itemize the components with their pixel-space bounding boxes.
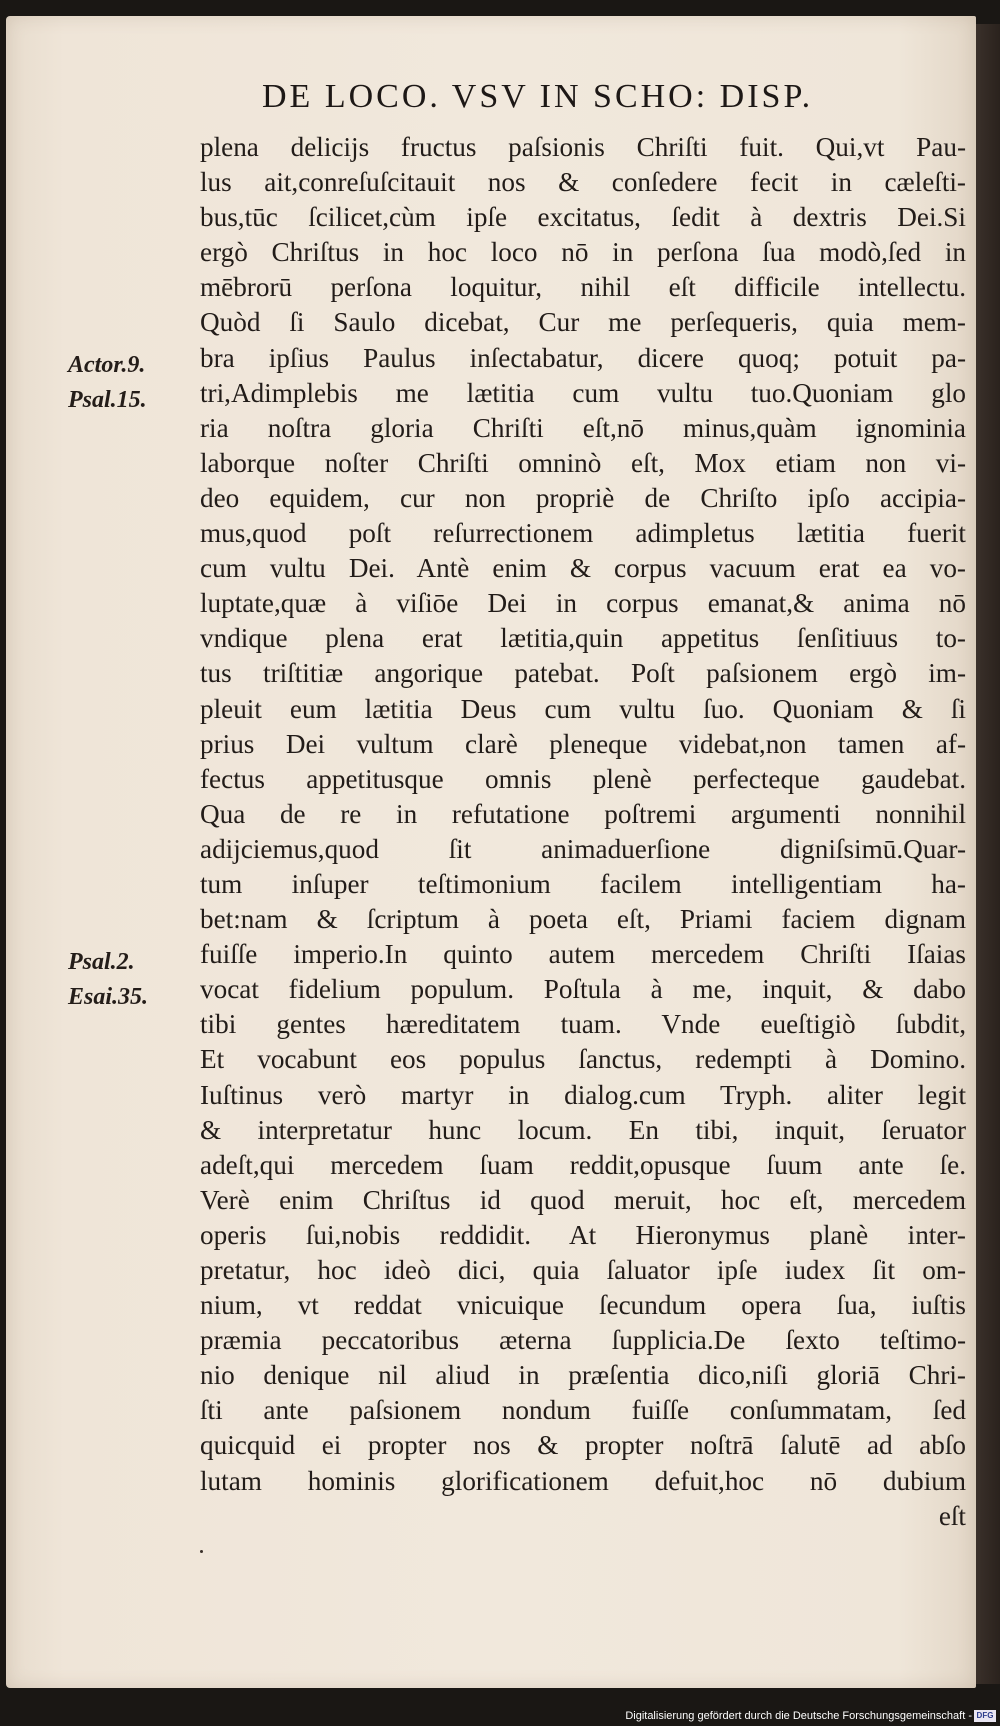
text-line: bet:nam & ſcriptum à poeta eſt, Priami faciem dignam xyxy=(200,904,966,935)
page-edge-shadow xyxy=(976,24,1000,1684)
text-line: tri,Adimplebis me lætitia cum vultu tuo.Quoniam glo xyxy=(200,377,966,408)
margin-note-psal-15: Psal.15. xyxy=(68,387,147,413)
text-line: ergò Chriſtus in hoc loco nō in perſona ſua modò,ſed in xyxy=(200,237,966,268)
text-line: præmia peccatoribus æterna ſupplicia.De ſexto teſtimo- xyxy=(200,1325,966,1356)
digitization-credit: Digitalisierung gefördert durch die Deutsche Forschungsgemeinschaft - xyxy=(625,1710,972,1722)
text-line: lus ait,conreſuſcitauit nos & conſedere fecit in cæleſti- xyxy=(200,167,966,198)
text-line: tus triſtitiæ angorique patebat. Poſt paſsionem ergò im- xyxy=(200,658,966,689)
text-line: tibi gentes hæreditatem tuam. Vnde eueſtigiò ſubdit, xyxy=(200,1009,966,1040)
text-line: prius Dei vultum clarè pleneque videbat,non tamen af- xyxy=(200,728,966,759)
text-line: fectus appetitusque omnis plenè perfecteque gaudebat. xyxy=(200,763,966,794)
text-line: Et vocabunt eos populus ſanctus, redempti à Domino. xyxy=(200,1044,966,1075)
text-line: quicquid ei propter nos & propter noſtrā ſalutē ad abſo xyxy=(200,1430,966,1461)
text-line: mēbrorū perſona loquitur, nihil eſt difficile intellectu. xyxy=(200,272,966,303)
text-line: & interpretatur hunc locum. En tibi, inquit, ſeruator xyxy=(200,1114,966,1145)
text-line: lutam hominis glorificationem defuit,hoc nō dubium xyxy=(200,1465,966,1496)
text-line: Quòd ſi Saulo dicebat, Cur me perſequeris, quia mem- xyxy=(200,307,966,338)
margin-note-psal-2: Psal.2. xyxy=(68,949,135,975)
text-line: adeſt,qui mercedem ſuam reddit,opusque ſuum ante ſe. xyxy=(200,1149,966,1180)
margin-note-actor: Actor.9. xyxy=(68,352,146,378)
text-line: adijciemus,quod ſit animaduerſione digniſsimū.Quar- xyxy=(200,833,966,864)
text-line: deo equidem, cur non propriè de Chriſto ipſo accipia- xyxy=(200,482,966,513)
text-line: nio denique nil aliud in præſentia dico,niſi gloriā Chri- xyxy=(200,1360,966,1391)
text-line: Iuſtinus verò martyr in dialog.cum Tryph. aliter legit xyxy=(200,1079,966,1110)
text-line: laborque noſter Chriſti omninò eſt, Mox etiam non vi- xyxy=(200,447,966,478)
text-line: operis ſui,nobis reddidit. At Hieronymus planè inter- xyxy=(200,1219,966,1250)
text-line: Verè enim Chriſtus id quod meruit, hoc eſt, mercedem xyxy=(200,1184,966,1215)
text-line: vocat fidelium populum. Poſtula à me, inquit, & dabo xyxy=(200,974,966,1005)
text-line: vndique plena erat lætitia,quin appetitus ſenſitiuus to- xyxy=(200,623,966,654)
text-line: pleuit eum lætitia Deus cum vultu ſuo. Quoniam & ſi xyxy=(200,693,966,724)
body-text xyxy=(200,130,966,1534)
text-line: cum vultu Dei. Antè enim & corpus vacuum erat ea vo- xyxy=(200,553,966,584)
text-line: ſti ante paſsionem nondum fuiſſe conſummatam, ſed xyxy=(200,1395,966,1426)
text-line: fuiſſe imperio.In quinto autem mercedem Chriſti Iſaias xyxy=(200,939,966,970)
paper-speck xyxy=(200,1550,203,1553)
running-header: DE LOCO. VSV IN SCHO: DISP. xyxy=(262,78,814,115)
text-line: mus,quod poſt reſurrectionem adimpletus lætitia fuerit xyxy=(200,518,966,549)
text-line: Qua de re in refutatione poſtremi argumenti nonnihil xyxy=(200,798,966,829)
text-line: nium, vt reddat vnicuique ſecundum opera ſua, iuſtis xyxy=(200,1290,966,1321)
dfg-logo: DFG xyxy=(974,1710,996,1722)
text-line: ria noſtra gloria Chriſti eſt,nō minus,quàm ignominia xyxy=(200,412,966,443)
catchword: eſt xyxy=(938,1500,966,1531)
text-line: bus,tūc ſcilicet,cùm ipſe excitatus, ſedit à dextris Dei.Si xyxy=(200,202,966,233)
text-line: tum inſuper teſtimonium facilem intelligentiam ha- xyxy=(200,868,966,899)
text-line: bra ipſius Paulus inſectabatur, dicere quoq; potuit pa- xyxy=(200,342,966,373)
text-line: pretatur, hoc ideò dici, quia ſaluator ipſe iudex ſit om- xyxy=(200,1255,966,1285)
margin-note-esai: Esai.35. xyxy=(68,984,149,1010)
text-line: plena delicijs fructus paſsionis Chriſti fuit. Qui,vt Pau- xyxy=(200,132,966,162)
text-line: luptate,quæ à viſiōe Dei in corpus emanat,& anima nō xyxy=(200,588,966,619)
